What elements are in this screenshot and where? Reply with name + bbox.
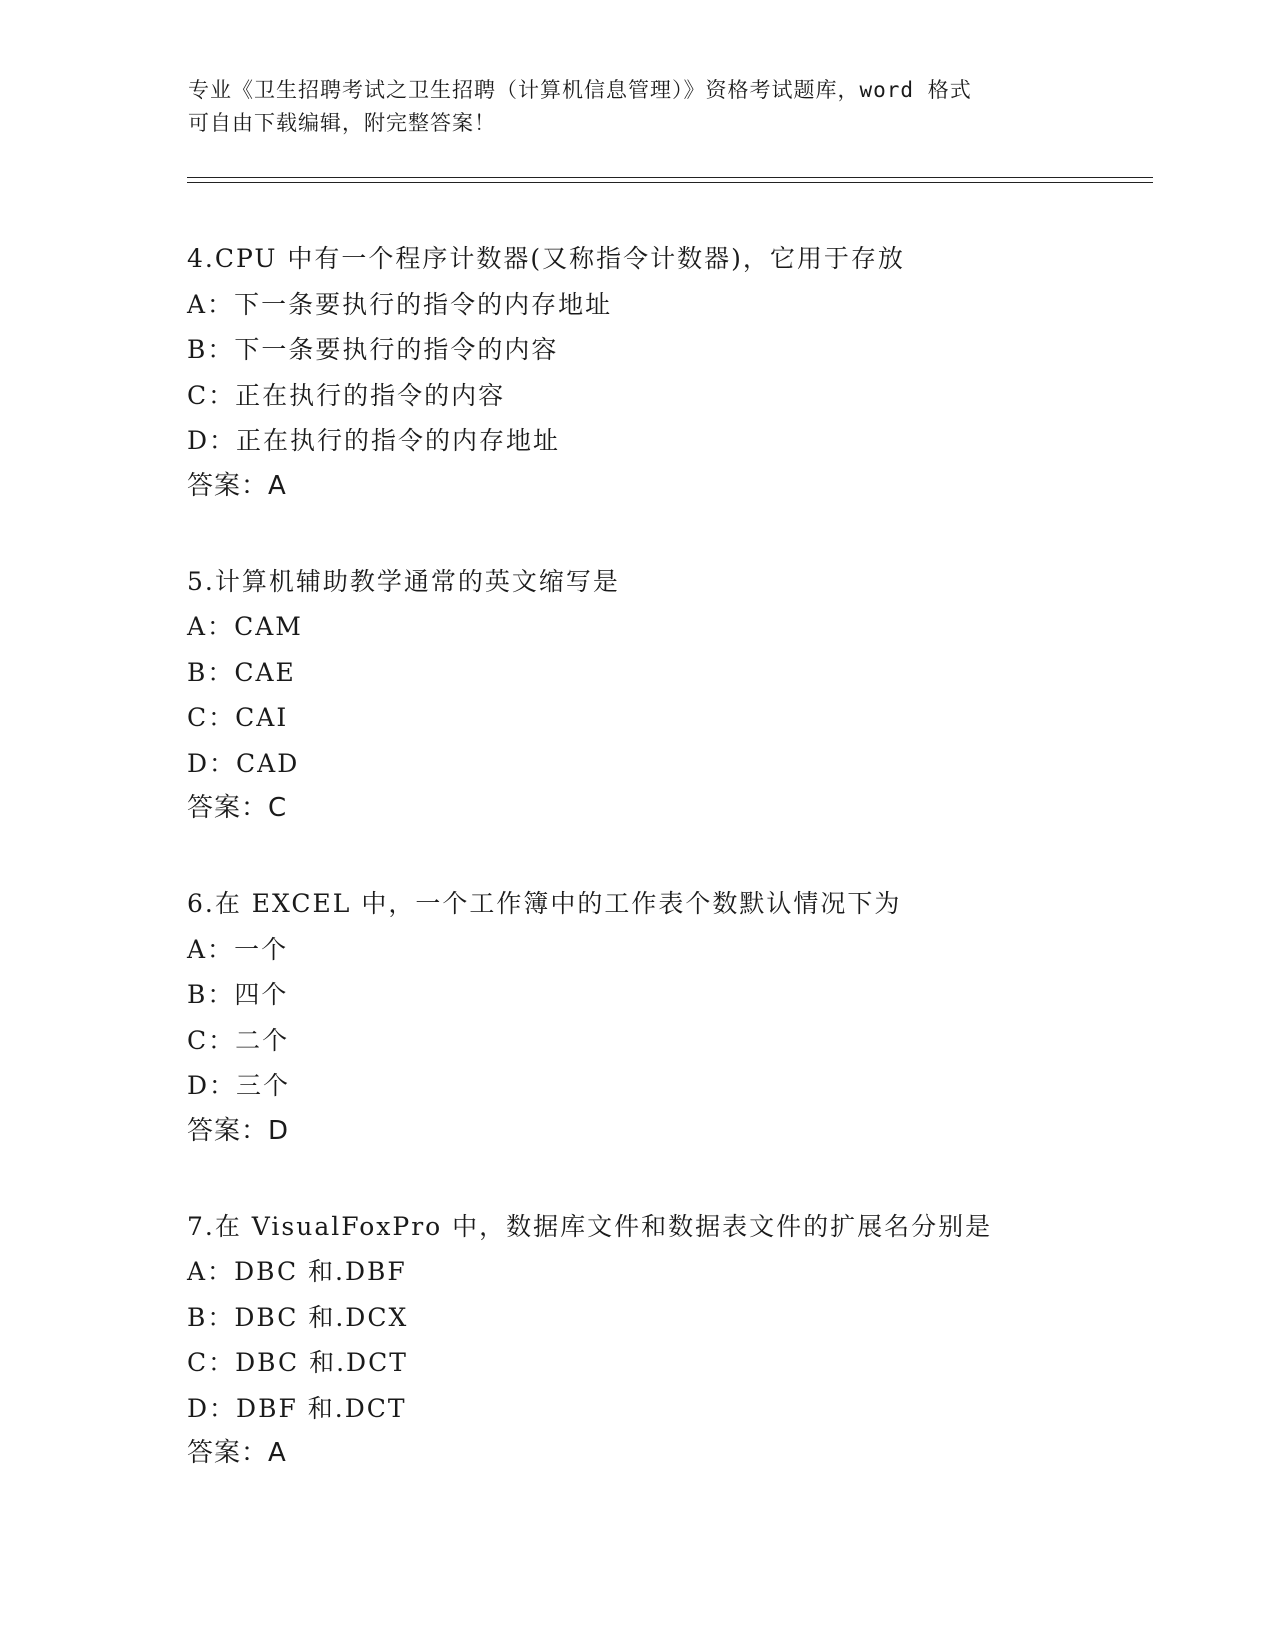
header-line-1: 专业《卫生招聘考试之卫生招聘（计算机信息管理）》资格考试题库，word 格式 [188, 78, 972, 102]
option-text: 一个 [234, 934, 289, 964]
option-c [187, 1018, 1147, 1064]
option-text: 三个 [236, 1071, 291, 1100]
option-d [187, 1063, 1147, 1109]
option-text: 四个 [234, 980, 289, 1009]
question-item [187, 559, 1147, 832]
option-letter: C： [187, 1348, 236, 1377]
answer-line: 答案：A [187, 470, 287, 501]
option-text: DBF 和.DCT [236, 1393, 407, 1423]
option-text: 二个 [235, 1025, 290, 1055]
question-title: 6.在 EXCEL 中，一个工作簿中的工作表个数默认情况下为 [187, 889, 902, 918]
option-text: CAD [236, 748, 300, 778]
option-letter: B： [187, 980, 235, 1009]
question-list [187, 236, 1147, 1526]
option-c [187, 695, 1147, 741]
option-d [187, 1386, 1147, 1432]
option-a [187, 282, 1147, 328]
option-letter: B： [187, 1302, 235, 1332]
option-a [187, 927, 1147, 973]
option-text: 下一条要执行的指令的内容 [234, 335, 559, 364]
document-header [188, 74, 1088, 140]
header-line-2: 可自由下载编辑，附完整答案！ [188, 111, 496, 135]
header-divider-bottom [187, 182, 1153, 183]
option-letter: D： [187, 1071, 237, 1100]
option-letter: D： [187, 426, 237, 455]
option-c [187, 373, 1147, 419]
option-letter: C： [187, 380, 236, 410]
option-letter: D： [187, 748, 237, 778]
option-b [187, 327, 1147, 373]
question-item [187, 1204, 1147, 1477]
option-letter: C： [187, 1025, 236, 1055]
option-letter: A： [187, 289, 235, 319]
question-title: 7.在 VisualFoxPro 中，数据库文件和数据表文件的扩展名分别是 [187, 1211, 993, 1241]
option-b [187, 650, 1147, 696]
option-letter: A： [187, 934, 235, 964]
answer-line: 答案：D [187, 1115, 290, 1146]
option-text: DBC 和.DCX [234, 1302, 409, 1332]
option-c [187, 1340, 1147, 1386]
question-title: 5.计算机辅助教学通常的英文缩写是 [187, 566, 620, 596]
option-a [187, 1249, 1147, 1295]
question-title: 4.CPU 中有一个程序计数器(又称指令计数器)，它用于存放 [187, 244, 905, 273]
option-text: CAE [234, 657, 296, 687]
answer-line: 答案：C [187, 793, 288, 823]
answer-line: 答案：A [187, 1438, 287, 1468]
option-letter: D： [187, 1393, 237, 1423]
option-b [187, 972, 1147, 1018]
question-item [187, 236, 1147, 509]
option-letter: A： [187, 1257, 235, 1286]
option-text: 正在执行的指令的内存地址 [236, 426, 561, 455]
option-text: CAM [234, 612, 303, 641]
option-letter: B： [187, 657, 235, 687]
option-letter: C： [187, 703, 236, 732]
option-letter: B： [187, 335, 235, 364]
option-text: CAI [235, 703, 289, 732]
option-text: 下一条要执行的指令的内存地址 [234, 289, 613, 319]
header-divider-top [187, 177, 1153, 178]
option-b [187, 1295, 1147, 1341]
option-letter: A： [187, 612, 235, 641]
option-text: 正在执行的指令的内容 [235, 380, 506, 410]
option-a [187, 604, 1147, 650]
question-item [187, 881, 1147, 1154]
option-text: DBC 和.DCT [235, 1348, 408, 1377]
option-d [187, 741, 1147, 787]
option-d [187, 418, 1147, 464]
option-text: DBC 和.DBF [234, 1257, 407, 1286]
